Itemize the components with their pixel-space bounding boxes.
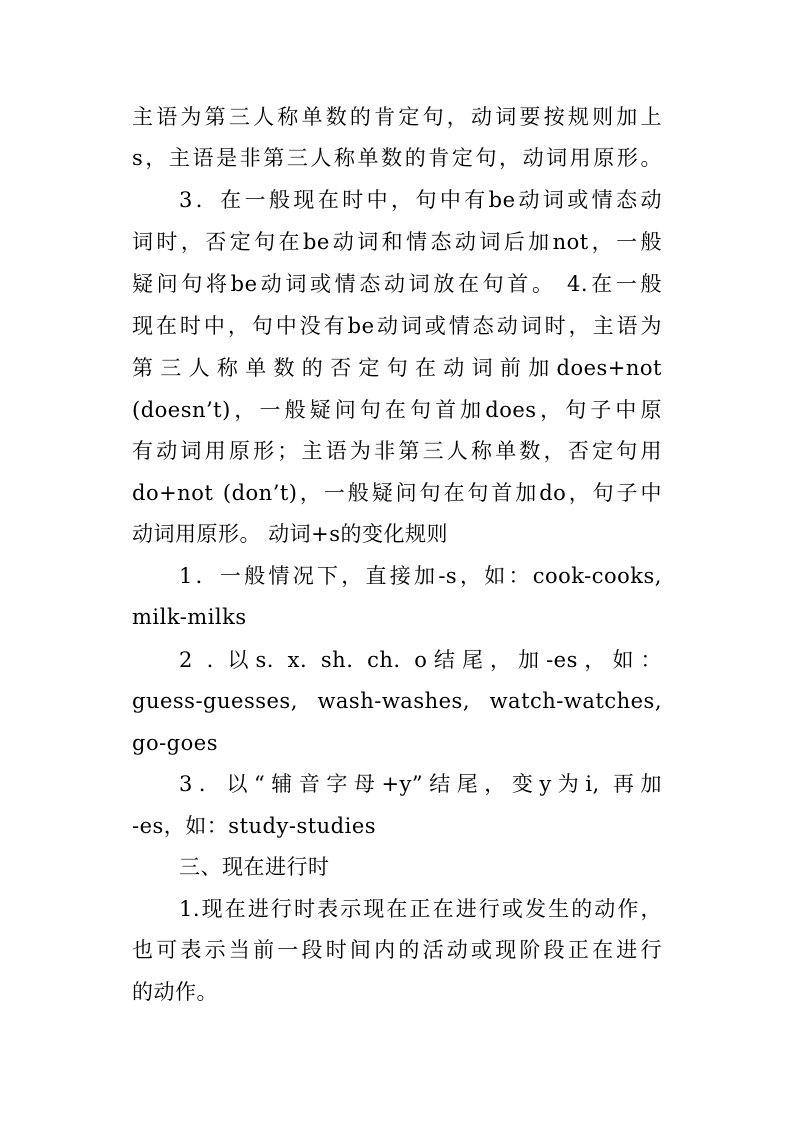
- text-line: 的动作。: [132, 980, 218, 1004]
- text-line: 3．以“辅音字母+y”结尾，变y为i, 再加: [179, 772, 662, 796]
- text-line: 1.现在进行时表示现在正在进行或发生的动作，: [179, 897, 662, 921]
- text-line: 主语为第三人称单数的肯定句，动词要按规则加上: [132, 105, 662, 129]
- text-line: 疑问句将be动词或情态动词放在句首。 4.在一般: [132, 272, 662, 296]
- text-line: 词时，否定句在be动词和情态动词后加not，一般: [132, 230, 662, 254]
- text-line: milk-milks: [132, 605, 247, 629]
- section-heading: 三、现在进行时: [179, 855, 330, 879]
- text-line: s，主语是非第三人称单数的肯定句，动词用原形。: [132, 146, 662, 170]
- text-line: -es，如：study-studies: [132, 814, 377, 838]
- text-line: 现在时中，句中没有be动词或情态动词时，主语为: [132, 314, 662, 338]
- text-line: do+not (don’t)，一般疑问句在句首加do，句子中: [132, 481, 662, 505]
- text-line: 2 . 以s. x. sh. ch. o结尾，加-es，如：: [179, 648, 662, 672]
- text-line: 1．一般情况下，直接加-s，如：cook-cooks,: [179, 564, 662, 588]
- text-line: 3．在一般现在时中，句中有be动词或情态动: [179, 188, 662, 212]
- text-line: 有动词用原形；主语为非第三人称单数，否定句用: [132, 439, 662, 463]
- text-line: 动词用原形。 动词+s的变化规则: [132, 522, 449, 546]
- text-line: (doesn’t)，一般疑问句在句首加does，句子中原: [132, 398, 662, 422]
- text-line: 第三人称单数的否定句在动词前加does+not: [132, 356, 662, 380]
- text-line: go-goes: [132, 731, 218, 755]
- text-line: guess-guesses, wash-washes, watch-watches,: [132, 689, 662, 713]
- text-line: 也可表示当前一段时间内的活动或现阶段正在进行: [132, 938, 662, 962]
